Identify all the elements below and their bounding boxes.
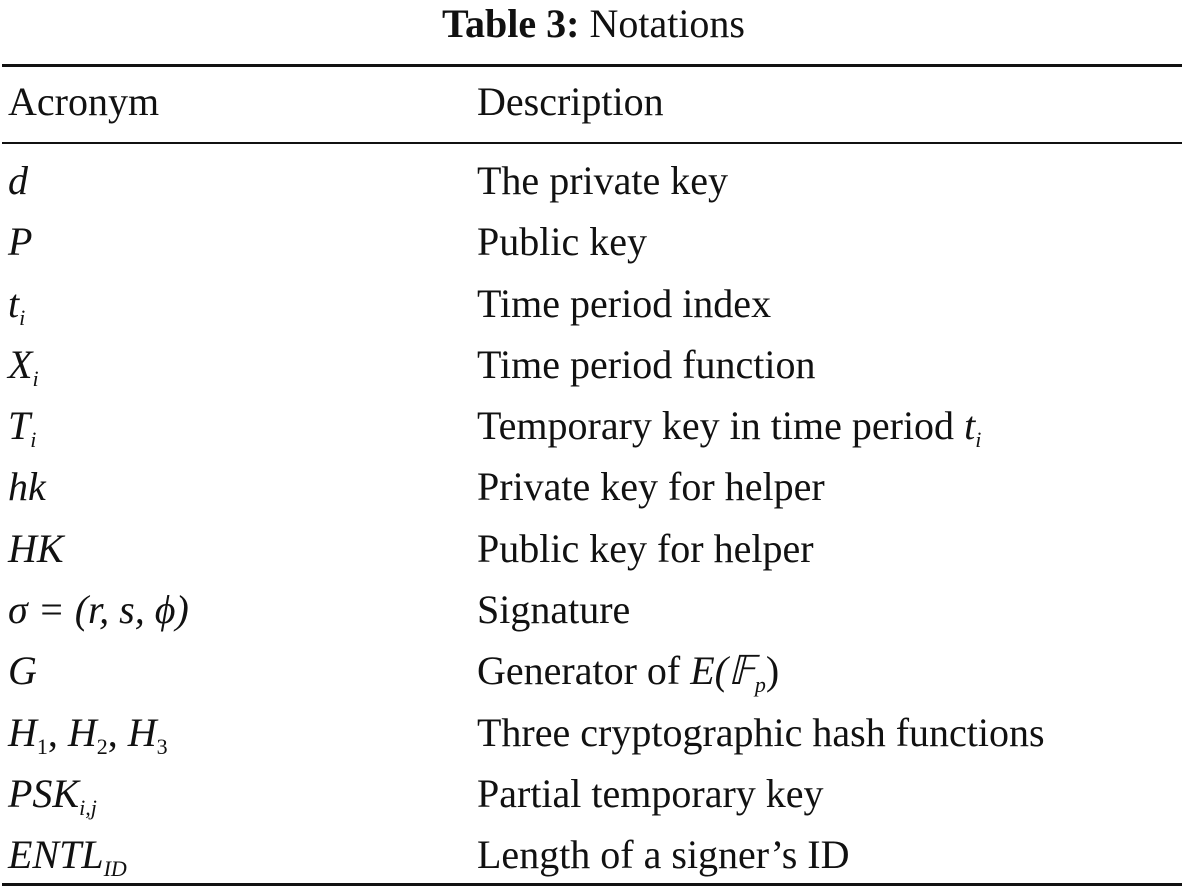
- description-cell: Time period index: [477, 280, 772, 326]
- table-row: [0, 520, 1187, 581]
- description-cell: Generator of E(𝔽$_p$): [477, 648, 780, 698]
- description-cell: Public key: [477, 219, 647, 265]
- acronym-cell: HK: [8, 525, 64, 571]
- description-cell: Three cryptographic hash functions: [477, 709, 1045, 755]
- column-header-description: Description: [477, 79, 664, 124]
- column-header-acronym: Acronym: [8, 79, 160, 124]
- table-row: [0, 581, 1187, 642]
- table-row: [0, 336, 1187, 397]
- acronym-cell: $t_i$: [8, 280, 26, 330]
- acronym-cell: d: [8, 158, 28, 203]
- table-row: [0, 704, 1187, 765]
- table-row: [0, 765, 1187, 826]
- table-row: [0, 213, 1187, 274]
- description-cell: Private key for helper: [477, 464, 825, 510]
- table-row: [0, 826, 1187, 887]
- table-title: Notations: [589, 1, 745, 46]
- acronym-cell: $X_i$: [8, 341, 39, 391]
- description-cell: Time period function: [477, 341, 816, 387]
- acronym-cell: $H_1$, $H_2$, $H_3$: [8, 709, 168, 759]
- description-cell: The private key: [477, 158, 728, 203]
- acronym-cell: σ = (r, s, ϕ): [8, 587, 189, 633]
- description-cell: Partial temporary key: [477, 770, 824, 816]
- table-row: [0, 275, 1187, 336]
- table-row: [0, 397, 1187, 458]
- acronym-cell: $T_i$: [8, 403, 37, 453]
- bottom-rule: [2, 883, 1182, 886]
- table-body: [0, 152, 1187, 888]
- top-rule: [2, 64, 1182, 67]
- description-cell: Public key for helper: [477, 525, 814, 571]
- header-rule: [2, 142, 1182, 144]
- acronym-cell: $ENTL_{ID}$: [8, 832, 127, 882]
- table-row: [0, 642, 1187, 703]
- description-cell: Temporary key in time period $t_i$: [477, 403, 982, 453]
- table-row: [0, 458, 1187, 519]
- table-caption: [0, 0, 1187, 48]
- acronym-cell: $PSK_{i,j}$: [8, 770, 97, 820]
- table-label: Table 3:: [442, 1, 580, 46]
- description-cell: Signature: [477, 587, 631, 633]
- acronym-cell: hk: [8, 464, 46, 510]
- description-cell: Length of a signer’s ID: [477, 832, 850, 878]
- acronym-cell: G: [8, 648, 37, 694]
- table-row: [0, 152, 1187, 213]
- acronym-cell: P: [8, 219, 33, 265]
